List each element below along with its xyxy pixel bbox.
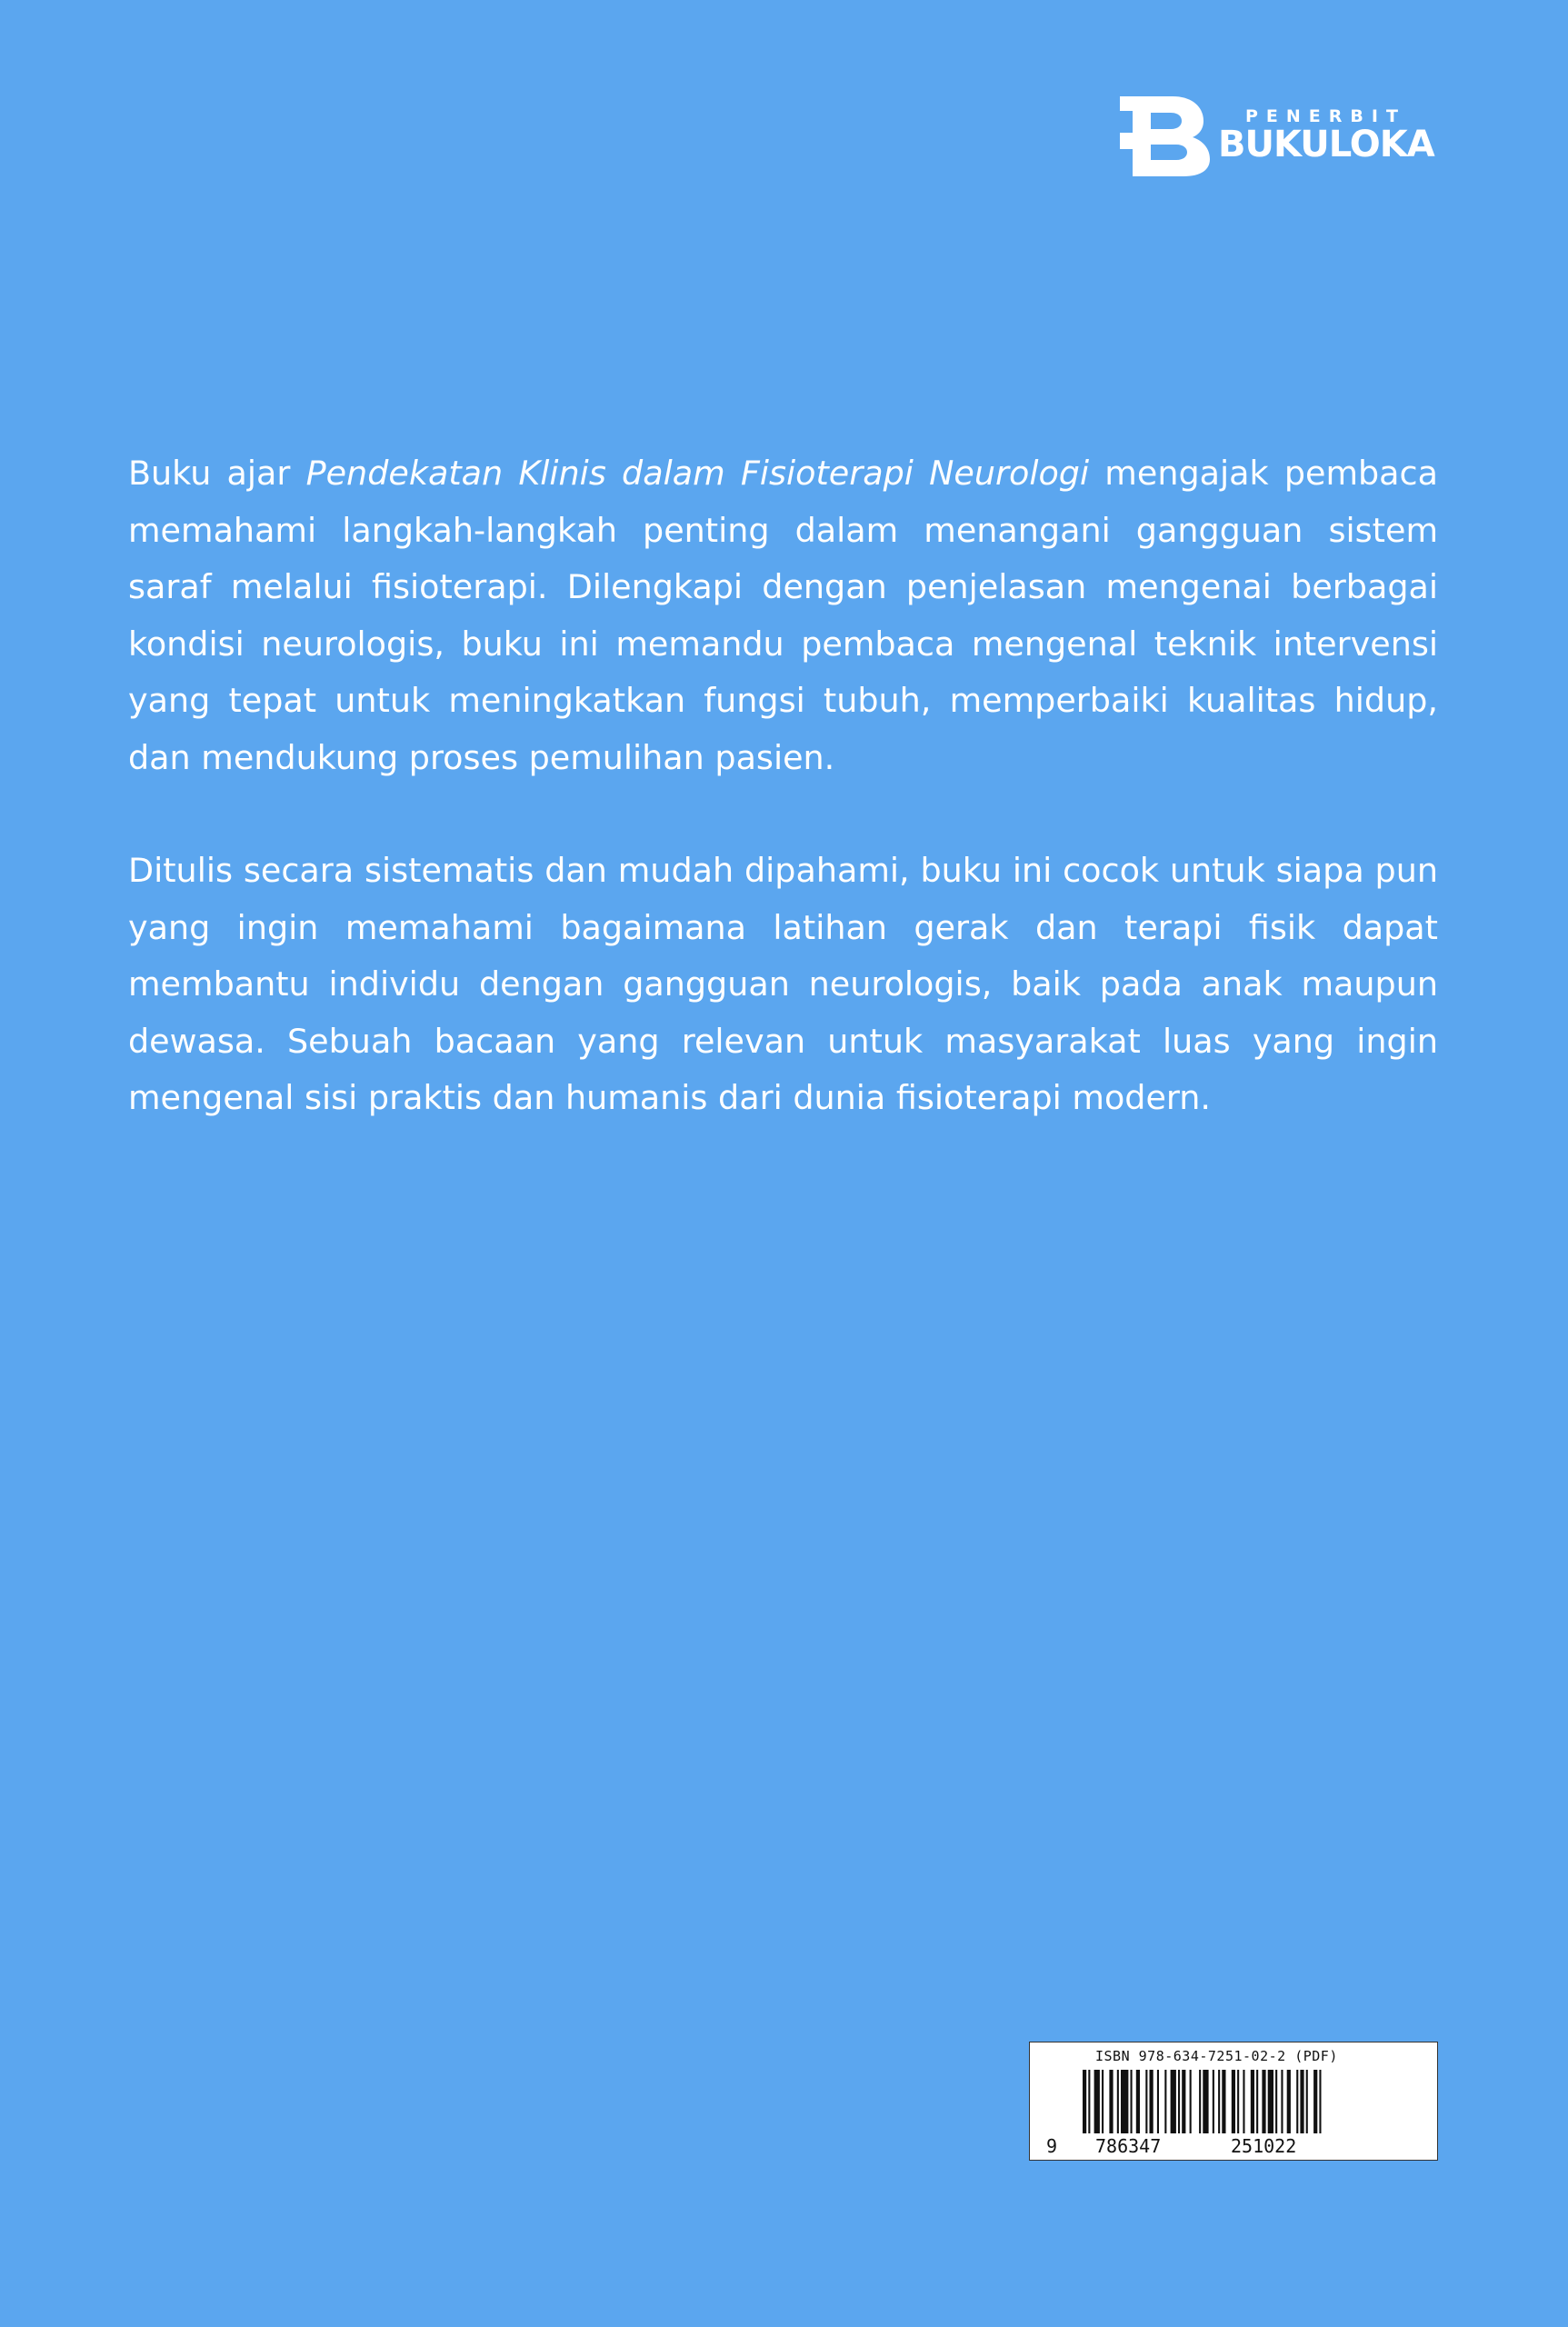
- publisher-logo: [1120, 96, 1440, 176]
- isbn-barcode: [1029, 2042, 1438, 2161]
- book-title: Pendekatan Klinis dalam Fisioterapi Neurologi: [305, 454, 1090, 493]
- back-cover-blurb: [128, 445, 1438, 1127]
- barcode-digits-left: 786347: [1095, 2135, 1162, 2157]
- barcode-digits-right: 251022: [1231, 2135, 1297, 2157]
- blurb-p1-intro: Buku ajar: [128, 454, 306, 493]
- blurb-p1-body: mengajak pembaca memahami langkah-langkah penting dalam menangani gangguan sistem saraf melalui fisioterapi. Dilengkapi dengan penjelasan mengenai berbagai kondisi neurologis, buku ini memandu pembaca mengenal teknik intervensi yang tepat untuk meningkatkan fungsi tubuh, memperbaiki kualitas hidup, dan mendukung proses pemulihan pasien.: [128, 454, 1438, 777]
- isbn-label: ISBN 978-634-7251-02-2 (PDF): [1095, 2048, 1338, 2064]
- blurb-paragraph-2: Ditulis secara sistematis dan mudah dipahami, buku ini cocok untuk siapa pun yang ingin memahami bagaimana latihan gerak dan terapi fisik dapat membantu individu dengan gangguan neurologis, baik pada anak maupun dewasa. Sebuah bacaan yang relevan untuk masyarakat luas yang ingin mengenal sisi praktis dan humanis dari dunia fisioterapi modern.: [128, 851, 1438, 1117]
- blurb-paragraph-1: [128, 445, 1438, 786]
- publisher-name: BUKULOKA: [1218, 124, 1434, 165]
- barcode-bars: [1081, 2070, 1353, 2139]
- barcode-digit-first: 9: [1046, 2135, 1058, 2157]
- publisher-label-small: PENERBIT: [1245, 106, 1406, 126]
- publisher-b-logo-icon: [1120, 96, 1211, 176]
